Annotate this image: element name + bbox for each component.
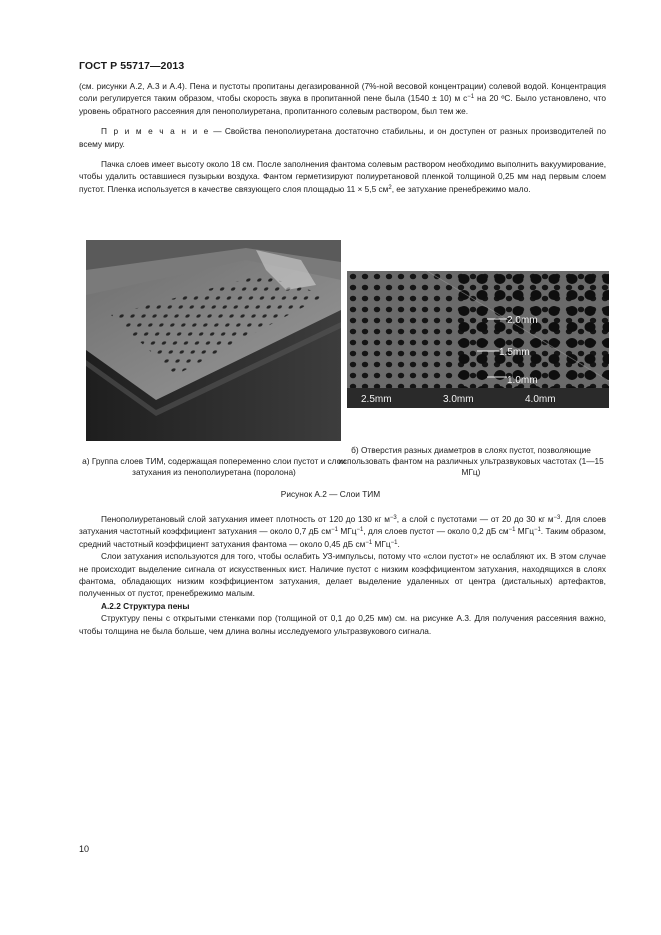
main-section: [79, 513, 606, 637]
note-paragraph: П р и м е ч а н и е — Свойства пенополиуретана достаточно стабильны, и он доступен от разных производителей по всему миру.: [79, 126, 606, 149]
tim-layers-photo: [86, 240, 341, 441]
caption-a: а) Группа слоев ТИМ, содержащая попеременно слои пустот и слои затухания из пенополиуретана (поролона): [82, 456, 346, 478]
section-heading: А.2.2 Структура пены: [101, 600, 190, 611]
label-1-5mm: 1.5mm: [499, 347, 530, 358]
figure-title: Рисунок А.2 — Слои ТИМ: [280, 489, 381, 499]
holes-diameters-photo: [347, 271, 609, 408]
label-2-0mm: 2.0mm: [507, 315, 538, 326]
density-paragraph: Пенополиуретановый слой затухания имеет плотность от 120 до 130 кг $м^{-3}$, а слой с пустотами — от 20 до 30 кг $м^{-3}$. Для слоев затухания частотный коэффициент затухания — около 0,7 дБ $см^{-1}$ МГц$^{-1}$, для слоев пустот — около 0,2 дБ $см^{-1}$ МГц$^{-1}$. Таким образом, средний частотный коэффициент затухания фантома — около 0,45 дБ $см^{-1}$ МГц$^{-1}$.: [79, 514, 607, 549]
standard-header: ГОСТ Р 55717—2013: [79, 60, 185, 72]
foam-structure-paragraph: Структуру пены с открытыми стенками пор (толщиной от 0,1 до 0,25 мм) см. на рисунке А.3. Для получения рассеяния важно, чтобы толщина не была больше, чем длина волны исследуемого ультразвукового сигнала.: [79, 613, 606, 636]
label-1-0mm: 1.0mm: [507, 375, 538, 386]
note-label: П р и м е ч а н и е: [101, 126, 210, 137]
label-2-5mm: 2.5mm: [361, 394, 392, 405]
stack-paragraph: Пачка слоев имеет высоту около 18 см. После заполнения фантома солевым раствором необходимо выполнить вакуумирование, чтобы удалить оставшиеся пузырьки воздуха. Фантом герметизируют полиуретановой пленкой толщиной 0,25 мм над первым слоем пустот. Пленка используется в качестве связующего слоя площадью 11 × 5,5 $см^2$, ее затухание пренебрежимо мало.: [79, 159, 606, 194]
label-3-0mm: 3.0mm: [443, 394, 474, 405]
attenuation-paragraph: Слои затухания используются для того, чтобы ослабить УЗ-импульсы, потому что «слои пустот» не ослабляют их. В этом случае не происходит выделение сигнала от искусственных кист. Наличие пустот с низким коэффициентом затухания, находящихся в слоях фантома, обладающих низким коэффициентом затухания, делает выделение удаленных от центра (дистальных) артефактов, полученных от пустот, пренебрежимо малым.: [79, 551, 606, 599]
caption-b: б) Отверстия разных диаметров в слоях пустот, позволяющие использовать фантом на различных ультразвуковых частотах (1—15 МГц): [338, 445, 604, 478]
page-number: 10: [79, 844, 90, 854]
intro-paragraph: (см. рисунки А.2, А.3 и А.4). Пена и пустоты пропитаны дегазированной (7%-ной весовой концентрации) солевой водой. Концентрация соли регулируется таким образом, чтобы скорость звука в пропитанной пене была (1540 ± 10) м $с^{-1}$ на 20 ºС. Было установлено, что уровень обратного рассеяния для пенополиуретана, пропитанного солевым раствором, был тем же.: [79, 81, 606, 116]
intro-section: [79, 80, 606, 195]
label-4-0mm: 4.0mm: [525, 394, 556, 405]
